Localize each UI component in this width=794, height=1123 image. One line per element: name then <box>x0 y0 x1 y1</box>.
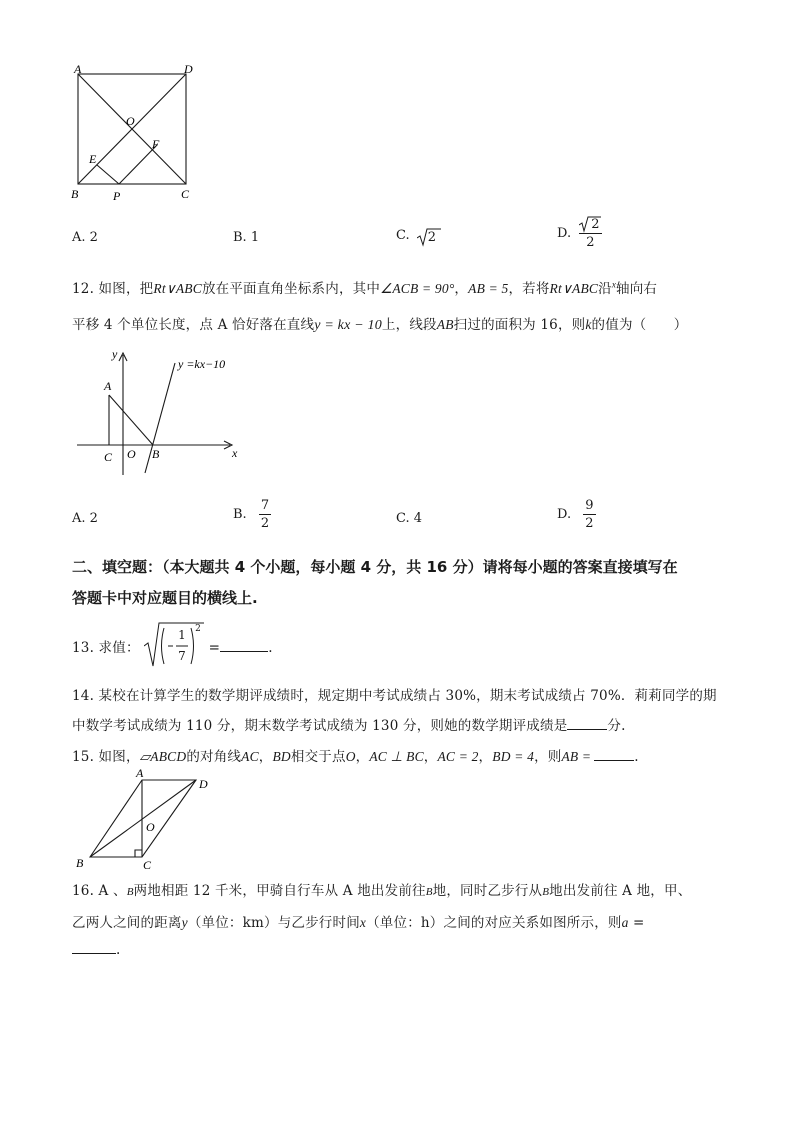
q12-option-c: C. 4 <box>396 511 423 526</box>
axis-y-label: y <box>112 347 118 361</box>
q12-option-a: A. 2 <box>72 511 98 526</box>
point-O-label: O <box>127 447 136 461</box>
fraction-9-2: $\frac{9}{2}$ <box>585 498 594 531</box>
point-C-label: C <box>104 450 113 464</box>
sqrt-expression: 1 7 2 <box>144 622 204 668</box>
section-2-title: 二、填空题：（本大题共 4 个小题，每小题 4 分，共 16 分）请将每小题的答案直接填写在 <box>72 558 678 576</box>
label-B: B <box>71 187 79 201</box>
para-label-O: O <box>146 820 155 834</box>
q11-option-d <box>557 218 602 249</box>
label-F: F <box>152 137 160 151</box>
point-A-label: A <box>104 379 112 393</box>
q11-option-c <box>396 228 436 243</box>
para-label-C: C <box>143 858 152 872</box>
q11-option-b: B. 1 <box>233 230 260 245</box>
q16-answer-blank <box>72 952 116 954</box>
label-D: D <box>184 62 193 76</box>
q12-option-b: B. $\frac{7}{2}$ <box>233 498 270 531</box>
para-label-B: B <box>76 856 84 870</box>
square-figure <box>66 60 206 210</box>
q14-line2: 中数学考试成绩为 110 分，期末数学考试成绩为 130 分，则她的数学期评成绩是 分. <box>72 718 626 734</box>
label-O: O <box>126 114 135 128</box>
label-A: A <box>74 62 82 76</box>
fraction-num: 2 <box>591 217 600 232</box>
q11-option-c-prefix: C. <box>396 228 410 243</box>
point-B-label: B <box>152 447 160 461</box>
q13-answer-blank <box>220 650 268 652</box>
q12-line1: 12. 如图，把Rt∨ABC放在平面直角坐标系内，其中∠ACB = 90°，AB = 5，若将Rt∨ABC沿$^x$轴向右 <box>72 279 658 297</box>
q11-option-d-prefix: D. <box>557 226 572 241</box>
para-label-D: D <box>199 777 208 791</box>
sqrt-2 <box>417 228 436 243</box>
q16-line3: . <box>72 942 121 958</box>
q14-answer-blank <box>567 728 607 730</box>
q11-option-a: A. 2 <box>72 230 98 245</box>
q16-line2: 乙两人之间的距离y（单位：km）与乙步行时间x（单位：h）之间的对应关系如图所示，则a = <box>72 915 645 931</box>
q14-line1: 14. 某校在计算学生的数学期评成绩时，规定期中考试成绩占 30%，期末考试成绩占 70%．莉莉同学的期 <box>72 688 717 704</box>
q15: 15. 如图，▱ABCD的对角线AC，BD相交于点O，AC ⊥ BC，AC = 2，BD = 4，则AB = . <box>72 749 639 765</box>
fraction-7-2: $\frac{7}{2}$ <box>260 498 270 531</box>
q15-answer-blank <box>594 759 634 761</box>
parallelogram-figure <box>72 768 222 873</box>
label-P: P <box>113 189 121 203</box>
fraction-den: 2 <box>586 235 595 250</box>
q13: 13. 求值： 1 7 2 = . <box>72 622 273 670</box>
label-C: C <box>181 187 190 201</box>
sqrt-radicand: 2 <box>427 230 437 245</box>
axis-x-label: x <box>232 446 238 460</box>
q12-option-d: D. $\frac{9}{2}$ <box>557 498 594 531</box>
section-2-title-line2: 答题卡中对应题目的横线上. <box>72 589 258 607</box>
fraction-sqrt2-over-2 <box>579 218 601 249</box>
line-equation-label: y =kx−10 <box>178 357 226 371</box>
para-label-A: A <box>136 768 144 780</box>
coordinate-figure <box>72 345 252 475</box>
q12-line2: 平移 4 个单位长度，点 A 恰好落在直线y = kx − 10上，线段AB扫过的面积为 16，则k的值为（ ） <box>72 317 688 333</box>
q16-line1: 16. A 、B两地相距 12 千米，甲骑自行车从 A 地出发前往B地，同时乙步行从B地出发前往 A 地，甲、 <box>72 883 692 899</box>
label-E: E <box>89 152 97 166</box>
